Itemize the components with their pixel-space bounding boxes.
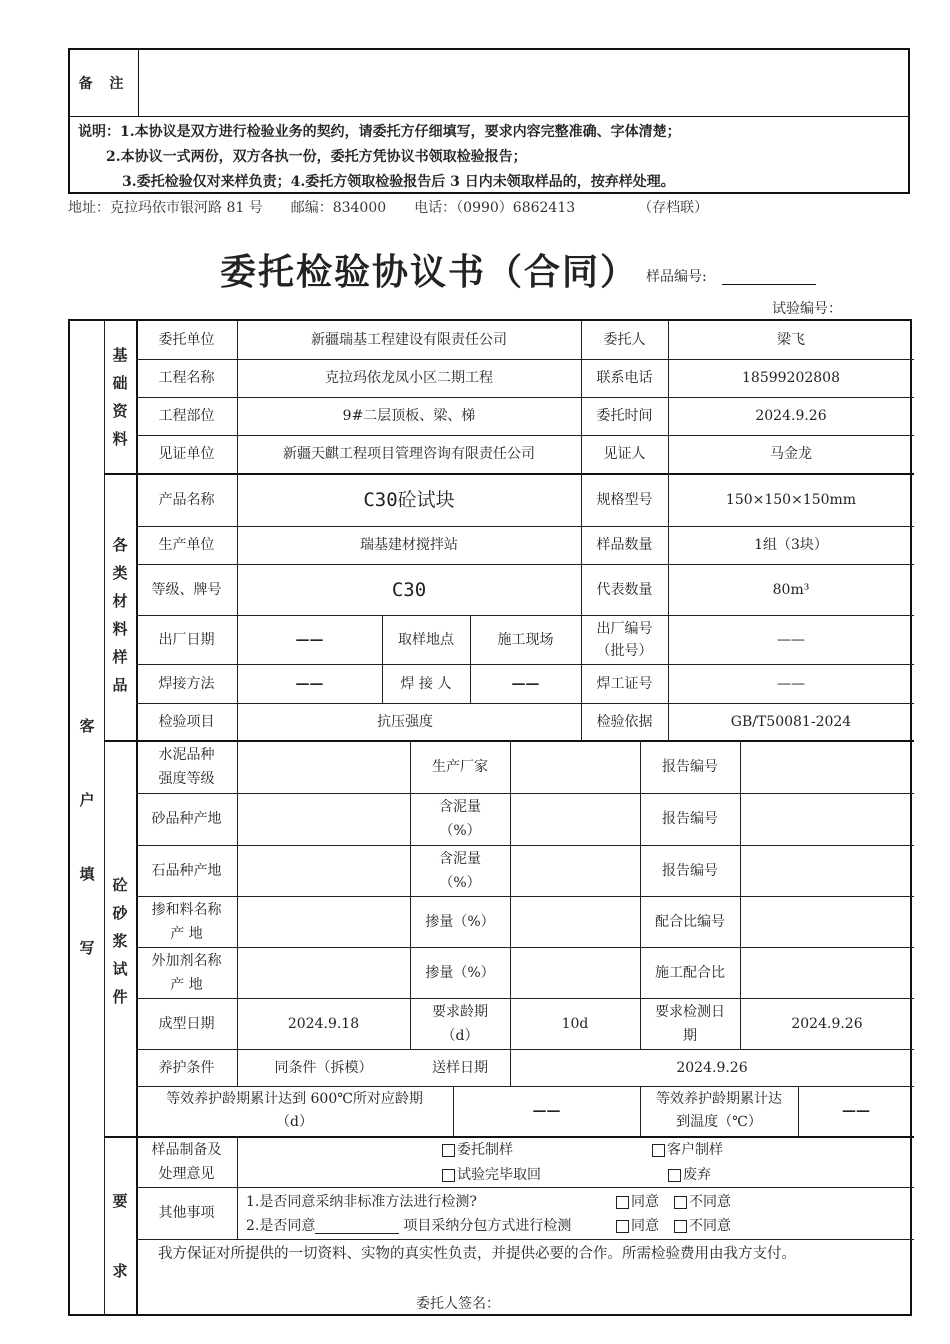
witness-unit-label: 见证单位 bbox=[158, 446, 215, 462]
send-date-label: 送样日期 bbox=[432, 1059, 488, 1076]
welder-cert-value[interactable]: —— bbox=[777, 675, 805, 692]
question-2 bbox=[246, 1214, 571, 1238]
prep-label-2: 处理意见 bbox=[158, 1165, 215, 1182]
additive-label-1: 外加剂名称 bbox=[151, 952, 222, 969]
project-name-label: 工程名称 bbox=[158, 370, 215, 386]
q1-agree-text: 同意 bbox=[631, 1194, 659, 1210]
dosage-label-2: 掺量（%） bbox=[425, 964, 495, 981]
divider bbox=[136, 793, 914, 794]
q2-disagree-text: 不同意 bbox=[689, 1218, 731, 1234]
prep-label bbox=[136, 1136, 237, 1187]
mud2-label-2: （%） bbox=[439, 874, 481, 891]
mud1-label bbox=[410, 793, 510, 845]
admix-label-1: 掺和料名称 bbox=[151, 901, 222, 918]
time-label: 委托时间 bbox=[596, 408, 653, 424]
equiv-temp-label-1: 等效养护龄期累计达 bbox=[656, 1091, 782, 1107]
divider bbox=[136, 1187, 914, 1188]
opt-customer-prep-text: 客户制样 bbox=[667, 1142, 723, 1158]
date-label: 出厂日期 bbox=[158, 631, 215, 648]
signature-label: 委托人签名： bbox=[416, 1296, 500, 1312]
stone-label: 石品种产地 bbox=[151, 862, 222, 879]
q2-agree[interactable] bbox=[616, 1214, 659, 1238]
prep-label-1: 样品制备及 bbox=[151, 1141, 222, 1158]
batch-label-1: 出厂编号 bbox=[596, 620, 653, 637]
note-line-1: 说明：1.本协议是双方进行检验业务的契约，请委托方仔细填写，要求内容完整准确、字体清楚； bbox=[78, 124, 681, 140]
grade-label: 等级、牌号 bbox=[151, 581, 222, 598]
project-name-value[interactable]: 克拉玛依龙凤小区二期工程 bbox=[325, 370, 493, 386]
page-title: 委托检验协议书（合同） bbox=[220, 251, 639, 293]
quantity-label: 样品数量 bbox=[596, 537, 653, 553]
producer-label: 生产单位 bbox=[158, 537, 215, 553]
test-item-value[interactable]: 抗压强度 bbox=[377, 713, 433, 730]
divider bbox=[104, 321, 105, 1316]
send-date-value[interactable]: 2024.9.26 bbox=[676, 1059, 748, 1076]
admix-label bbox=[136, 896, 237, 947]
checkbox[interactable] bbox=[442, 1169, 455, 1182]
other-label: 其他事项 bbox=[158, 1205, 215, 1221]
curing-label: 养护条件 bbox=[158, 1059, 215, 1076]
batch-label-2: （批号） bbox=[596, 642, 653, 659]
section-concrete-label: 砼砂浆试件 bbox=[112, 876, 128, 1006]
date-value[interactable]: —— bbox=[295, 631, 324, 648]
sampling-value[interactable]: 施工现场 bbox=[497, 631, 554, 648]
age-value[interactable]: 10d bbox=[561, 1015, 589, 1032]
question-1: 1.是否同意采纳非标准方法进行检测? bbox=[246, 1194, 477, 1210]
mix-no-label: 配合比编号 bbox=[655, 913, 725, 930]
report-no-label-3: 报告编号 bbox=[662, 862, 718, 879]
additive-label bbox=[136, 947, 237, 998]
checkbox[interactable] bbox=[668, 1169, 681, 1182]
notes-block bbox=[78, 120, 681, 195]
address-line: 地址：克拉玛依市银河路 81 号 邮编：834000 电话：（0990）6862413 （存档联） bbox=[68, 200, 709, 216]
form-date-value[interactable]: 2024.9.18 bbox=[287, 1015, 360, 1032]
mud1-label-2: （%） bbox=[439, 823, 481, 839]
checkbox[interactable] bbox=[442, 1144, 455, 1157]
batch-value[interactable]: —— bbox=[777, 631, 805, 648]
equiv-age-value[interactable]: —— bbox=[532, 1103, 561, 1119]
test-no-label: 试验编号： bbox=[772, 301, 842, 317]
basis-value[interactable]: GB/T50081-2024 bbox=[730, 713, 852, 730]
grade-value[interactable]: C30 bbox=[391, 578, 427, 601]
time-value[interactable]: 2024.9.26 bbox=[755, 408, 827, 424]
checkbox[interactable] bbox=[652, 1144, 665, 1157]
age-label-1: 要求龄期 bbox=[432, 1003, 488, 1020]
test-date-value[interactable]: 2024.9.26 bbox=[791, 1015, 863, 1032]
equiv-age-label-2: （d） bbox=[276, 1114, 313, 1130]
client-unit-label: 委托单位 bbox=[158, 332, 215, 348]
client-unit-value[interactable]: 新疆瑞基工程建设有限责任公司 bbox=[311, 332, 507, 348]
witness-value[interactable]: 马金龙 bbox=[770, 446, 812, 462]
weld-label: 焊接方法 bbox=[158, 675, 215, 692]
welder-cert-label: 焊工证号 bbox=[596, 675, 653, 692]
checkbox[interactable] bbox=[616, 1196, 629, 1209]
q2-agree-text: 同意 bbox=[631, 1218, 659, 1234]
divider bbox=[136, 1239, 914, 1240]
divider bbox=[136, 845, 914, 846]
equiv-temp-label-2: 到温度（℃） bbox=[676, 1114, 762, 1130]
sample-no-field[interactable] bbox=[722, 284, 816, 285]
producer-value[interactable]: 瑞基建材搅拌站 bbox=[360, 537, 458, 553]
rep-qty-value[interactable]: 80m³ bbox=[772, 581, 810, 598]
report-no-label-2: 报告编号 bbox=[662, 811, 718, 827]
weld-value[interactable]: —— bbox=[295, 675, 324, 692]
mud2-label bbox=[410, 845, 510, 896]
checkbox[interactable] bbox=[674, 1220, 687, 1233]
spec-value[interactable]: 150×150×150mm bbox=[725, 491, 857, 508]
test-item-label: 检验项目 bbox=[158, 713, 215, 730]
sampling-label: 取样地点 bbox=[398, 631, 454, 648]
product-label: 产品名称 bbox=[158, 491, 215, 508]
spec-label: 规格型号 bbox=[596, 491, 653, 508]
project-part-label: 工程部位 bbox=[158, 408, 215, 424]
product-value[interactable]: C30砼试块 bbox=[363, 488, 455, 511]
cement-label-1: 水泥品种 bbox=[158, 746, 215, 763]
mud2-label-1: 含泥量 bbox=[439, 850, 481, 867]
section-basic-label: 基础资料 bbox=[112, 346, 128, 448]
opt-discard[interactable] bbox=[668, 1163, 711, 1187]
remarks-box bbox=[68, 48, 910, 194]
batch-label bbox=[581, 615, 668, 664]
equiv-age-label bbox=[136, 1086, 453, 1136]
q1-disagree[interactable] bbox=[674, 1190, 731, 1214]
main-form-table bbox=[68, 319, 912, 1316]
mud1-label-1: 含泥量 bbox=[439, 799, 481, 815]
opt-retrieve[interactable] bbox=[442, 1163, 541, 1187]
divider bbox=[237, 1136, 238, 1239]
rep-qty-label: 代表数量 bbox=[596, 581, 653, 598]
cement-label-2: 强度等级 bbox=[158, 770, 215, 787]
client-person-label: 委托人 bbox=[603, 332, 646, 348]
q1-disagree-text: 不同意 bbox=[689, 1194, 731, 1210]
witness-label: 见证人 bbox=[603, 446, 646, 462]
client-person-value[interactable]: 梁飞 bbox=[777, 332, 805, 348]
equiv-temp-label bbox=[640, 1086, 798, 1136]
note-line-3: 3.委托检验仅对来样负责；4.委托方领取检验报告后 3 日内未领取样品的，按弃样处理。 bbox=[122, 174, 675, 190]
welder-value[interactable]: —— bbox=[511, 675, 540, 692]
phone-label: 联系电话 bbox=[596, 370, 653, 386]
report-no-label-1: 报告编号 bbox=[662, 758, 718, 775]
q2-blank-field[interactable] bbox=[315, 1219, 399, 1234]
opt-customer-prep[interactable] bbox=[652, 1138, 723, 1162]
test-date-label bbox=[640, 998, 740, 1049]
equiv-temp-value[interactable]: —— bbox=[842, 1103, 870, 1119]
test-date-label-2: 期 bbox=[683, 1027, 697, 1044]
site-mix-label: 施工配合比 bbox=[655, 964, 725, 981]
age-label-2: （d） bbox=[441, 1027, 479, 1044]
welder-label: 焊 接 人 bbox=[400, 675, 452, 692]
section-client-label: 客户填写 bbox=[79, 717, 95, 957]
age-label bbox=[410, 998, 510, 1049]
quantity-value[interactable]: 1组（3块） bbox=[754, 537, 828, 553]
sample-no-label: 样品编号: bbox=[646, 269, 707, 285]
sand-label: 砂品种产地 bbox=[151, 811, 222, 827]
form-date-label: 成型日期 bbox=[158, 1015, 215, 1032]
phone-value[interactable]: 18599202808 bbox=[742, 370, 840, 386]
project-part-value[interactable]: 9#二层顶板、梁、梯 bbox=[342, 408, 476, 424]
question-2-part-a: 2.是否同意 bbox=[246, 1218, 316, 1234]
divider bbox=[136, 947, 914, 948]
equiv-age-label-1: 等效养护龄期累计达到 600℃所对应龄期 bbox=[166, 1091, 423, 1107]
question-2-part-b: 项目采纳分包方式进行检测 bbox=[403, 1218, 572, 1234]
q2-disagree[interactable] bbox=[674, 1214, 731, 1238]
manufacturer-label: 生产厂家 bbox=[432, 758, 488, 775]
basis-label: 检验依据 bbox=[596, 713, 653, 730]
witness-unit-value[interactable]: 新疆天麒工程项目管理咨询有限责任公司 bbox=[283, 446, 535, 462]
divider bbox=[136, 896, 914, 897]
opt-discard-text: 废弃 bbox=[683, 1167, 711, 1183]
opt-client-prep[interactable] bbox=[442, 1138, 513, 1162]
curing-value[interactable]: 同条件（拆模） bbox=[274, 1059, 373, 1076]
cement-value[interactable] bbox=[237, 740, 410, 793]
opt-retrieve-text: 试验完毕取回 bbox=[457, 1167, 541, 1183]
admix-label-2: 产 地 bbox=[170, 925, 203, 942]
section-requirements-label: 要求 bbox=[112, 1192, 128, 1280]
dosage-label-1: 掺量（%） bbox=[425, 913, 495, 930]
guarantee-text: 我方保证对所提供的一切资料、实物的真实性负责，并提供必要的合作。所需检验费用由我方支付。 bbox=[158, 1246, 796, 1262]
section-client-vertical bbox=[77, 689, 97, 985]
checkbox[interactable] bbox=[674, 1196, 687, 1209]
remarks-label: 备 注 bbox=[70, 50, 139, 116]
note-line-2: 2.本协议一式两份，双方各执一份，委托方凭协议书领取检验报告； bbox=[106, 149, 527, 165]
cement-label bbox=[136, 740, 237, 793]
q1-agree[interactable] bbox=[616, 1190, 659, 1214]
section-materials-label: 各类材料样品 bbox=[112, 536, 128, 694]
opt-client-prep-text: 委托制样 bbox=[457, 1142, 513, 1158]
additive-label-2: 产 地 bbox=[170, 976, 203, 993]
checkbox[interactable] bbox=[616, 1220, 629, 1233]
test-date-label-1: 要求检测日 bbox=[655, 1003, 725, 1020]
remarks-row bbox=[70, 50, 908, 117]
